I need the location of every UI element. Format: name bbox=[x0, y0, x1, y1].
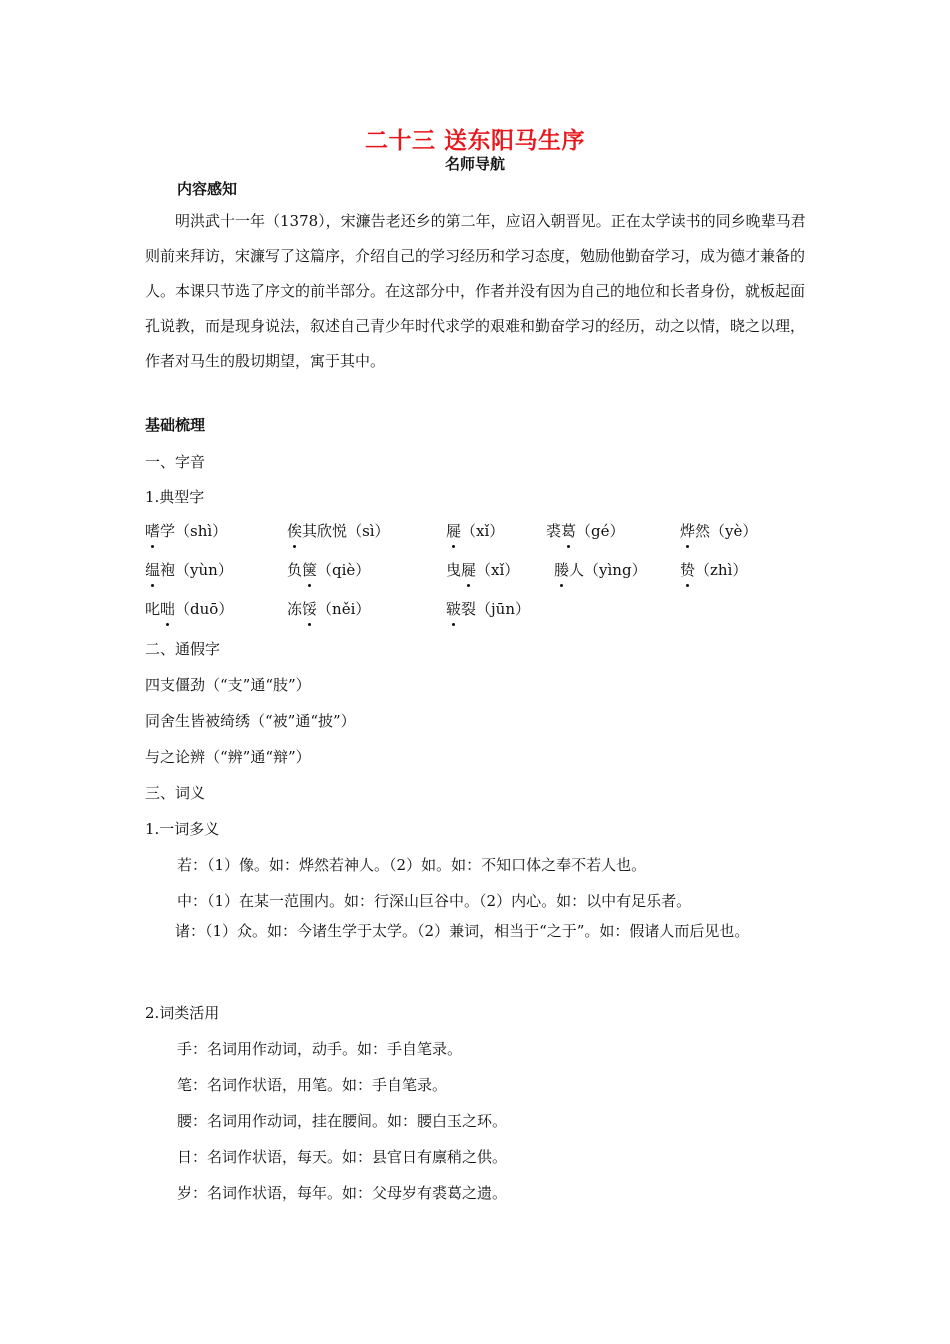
emphasized-character: 皲 bbox=[446, 600, 462, 618]
word-character: 负 bbox=[287, 561, 303, 579]
pinyin: （yùn） bbox=[175, 561, 233, 579]
usage-item: 手：名词用作动词，动手。如：手自笔录。 bbox=[177, 1040, 463, 1058]
pinyin: （gé） bbox=[576, 522, 625, 540]
intro-paragraph bbox=[145, 204, 810, 379]
pronunciation-entry bbox=[546, 520, 625, 541]
word-character: 冻 bbox=[287, 600, 303, 618]
emphasized-character: 嗜 bbox=[145, 522, 161, 540]
word-character: 裘 bbox=[546, 522, 562, 540]
word-character: 人 bbox=[569, 561, 585, 579]
pinyin: （duō） bbox=[175, 600, 234, 618]
pronunciation-entry bbox=[287, 559, 370, 580]
emphasized-character: 屣 bbox=[446, 522, 462, 540]
word-character: 学 bbox=[160, 522, 176, 540]
usage-item: 岁：名词作状语，每年。如：父母岁有裘葛之遗。 bbox=[177, 1184, 508, 1202]
ziyin-heading: 一、字音 bbox=[145, 453, 206, 471]
pinyin: （jūn） bbox=[476, 600, 531, 618]
ziyin-subheading: 1.典型字 bbox=[145, 488, 205, 506]
pinyin: （shì） bbox=[175, 522, 228, 540]
multi-meaning-item: 诸：（1）众。如：今诸生学于太学。（2）兼词，相当于“之于”。如：假诸人而后见也。 bbox=[175, 922, 750, 940]
pinyin: （qiè） bbox=[317, 561, 371, 579]
pinyin: （xǐ） bbox=[476, 561, 520, 579]
pinyin: （sì） bbox=[347, 522, 390, 540]
pronunciation-entry bbox=[554, 559, 647, 580]
emphasized-character: 缊 bbox=[145, 561, 161, 579]
page-subtitle: 名师导航 bbox=[444, 155, 505, 173]
emphasized-character: 馁 bbox=[302, 600, 318, 618]
pronunciation-entry bbox=[680, 520, 757, 541]
usage-item: 日：名词作状语，每天。如：县官日有廪稍之供。 bbox=[177, 1148, 508, 1166]
usage-item: 笔：名词作状语，用笔。如：手自笔录。 bbox=[177, 1076, 448, 1094]
pinyin: （yìng） bbox=[584, 561, 647, 579]
pronunciation-entry bbox=[446, 559, 519, 580]
pinyin: （zhì） bbox=[695, 561, 748, 579]
section-heading-content: 内容感知 bbox=[177, 180, 238, 198]
emphasized-character: 贽 bbox=[680, 561, 696, 579]
ciyi-subheading-1: 1.一词多义 bbox=[145, 820, 220, 838]
page-title: 二十三 送东阳马生序 bbox=[364, 128, 585, 154]
word-character: 叱 bbox=[145, 600, 161, 618]
emphasized-character: 烨 bbox=[680, 522, 696, 540]
tongjia-item: 四支僵劲（“支”通“肢”） bbox=[145, 676, 311, 694]
pronunciation-entry bbox=[680, 559, 747, 580]
pronunciation-entry bbox=[145, 559, 233, 580]
pinyin: （xǐ） bbox=[461, 522, 505, 540]
pinyin: （yè） bbox=[710, 522, 758, 540]
word-character: 欣 bbox=[317, 522, 333, 540]
emphasized-character: 咄 bbox=[160, 600, 176, 618]
intro-text: 明洪武十一年（1378），宋濂告老还乡的第二年，应诏入朝晋见。正在太学读书的同乡晚辈马君则前来拜访，宋濂写了这篇序，介绍自己的学习经历和学习态度，勉励他勤奋学习，成为德才兼备的人。本课只节选了序文的前半部分。在这部分中，作者并没有因为自己的地位和长者身份，就板起面孔说教，而是现身说法，叙述自己青少年时代求学的艰难和勤奋学习的经历，动之以情，晓之以理，作者对马生的殷切期望，寓于其中。 bbox=[145, 212, 806, 370]
multi-meaning-item: 若：（1）像。如：烨然若神人。（2）如。如：不知口体之奉不若人也。 bbox=[177, 856, 647, 874]
tongjia-item: 同舍生皆被绮绣（“被”通“披”） bbox=[145, 712, 356, 730]
pronunciation-entry bbox=[287, 520, 390, 541]
word-character: 袍 bbox=[160, 561, 176, 579]
usage-item: 腰：名词用作动词，挂在腰间。如：腰白玉之环。 bbox=[177, 1112, 508, 1130]
word-character: 裂 bbox=[461, 600, 477, 618]
tongjia-item: 与之论辨（“辨”通“辩”） bbox=[145, 748, 311, 766]
word-character: 然 bbox=[695, 522, 711, 540]
emphasized-character: 俟 bbox=[287, 522, 303, 540]
word-character: 悦 bbox=[332, 522, 348, 540]
multi-meaning-item-wrap bbox=[145, 914, 810, 949]
pronunciation-entry bbox=[446, 598, 530, 619]
pronunciation-entry bbox=[446, 520, 504, 541]
pinyin: （něi） bbox=[317, 600, 371, 618]
emphasized-character: 箧 bbox=[302, 561, 318, 579]
word-character: 其 bbox=[302, 522, 318, 540]
ciyi-subheading-2: 2.词类活用 bbox=[145, 1004, 220, 1022]
emphasized-character: 屣 bbox=[461, 561, 477, 579]
word-character: 曳 bbox=[446, 561, 462, 579]
section-heading-basics: 基础梳理 bbox=[145, 416, 206, 434]
ciyi-heading: 三、词义 bbox=[145, 784, 206, 802]
pronunciation-entry bbox=[287, 598, 370, 619]
pronunciation-entry bbox=[145, 598, 233, 619]
tongjia-heading: 二、通假字 bbox=[145, 640, 221, 658]
pronunciation-entry bbox=[145, 520, 227, 541]
emphasized-character: 媵 bbox=[554, 561, 570, 579]
multi-meaning-item: 中：（1）在某一范围内。如：行深山巨谷中。（2）内心。如：以中有足乐者。 bbox=[177, 892, 692, 910]
emphasized-character: 葛 bbox=[561, 522, 577, 540]
